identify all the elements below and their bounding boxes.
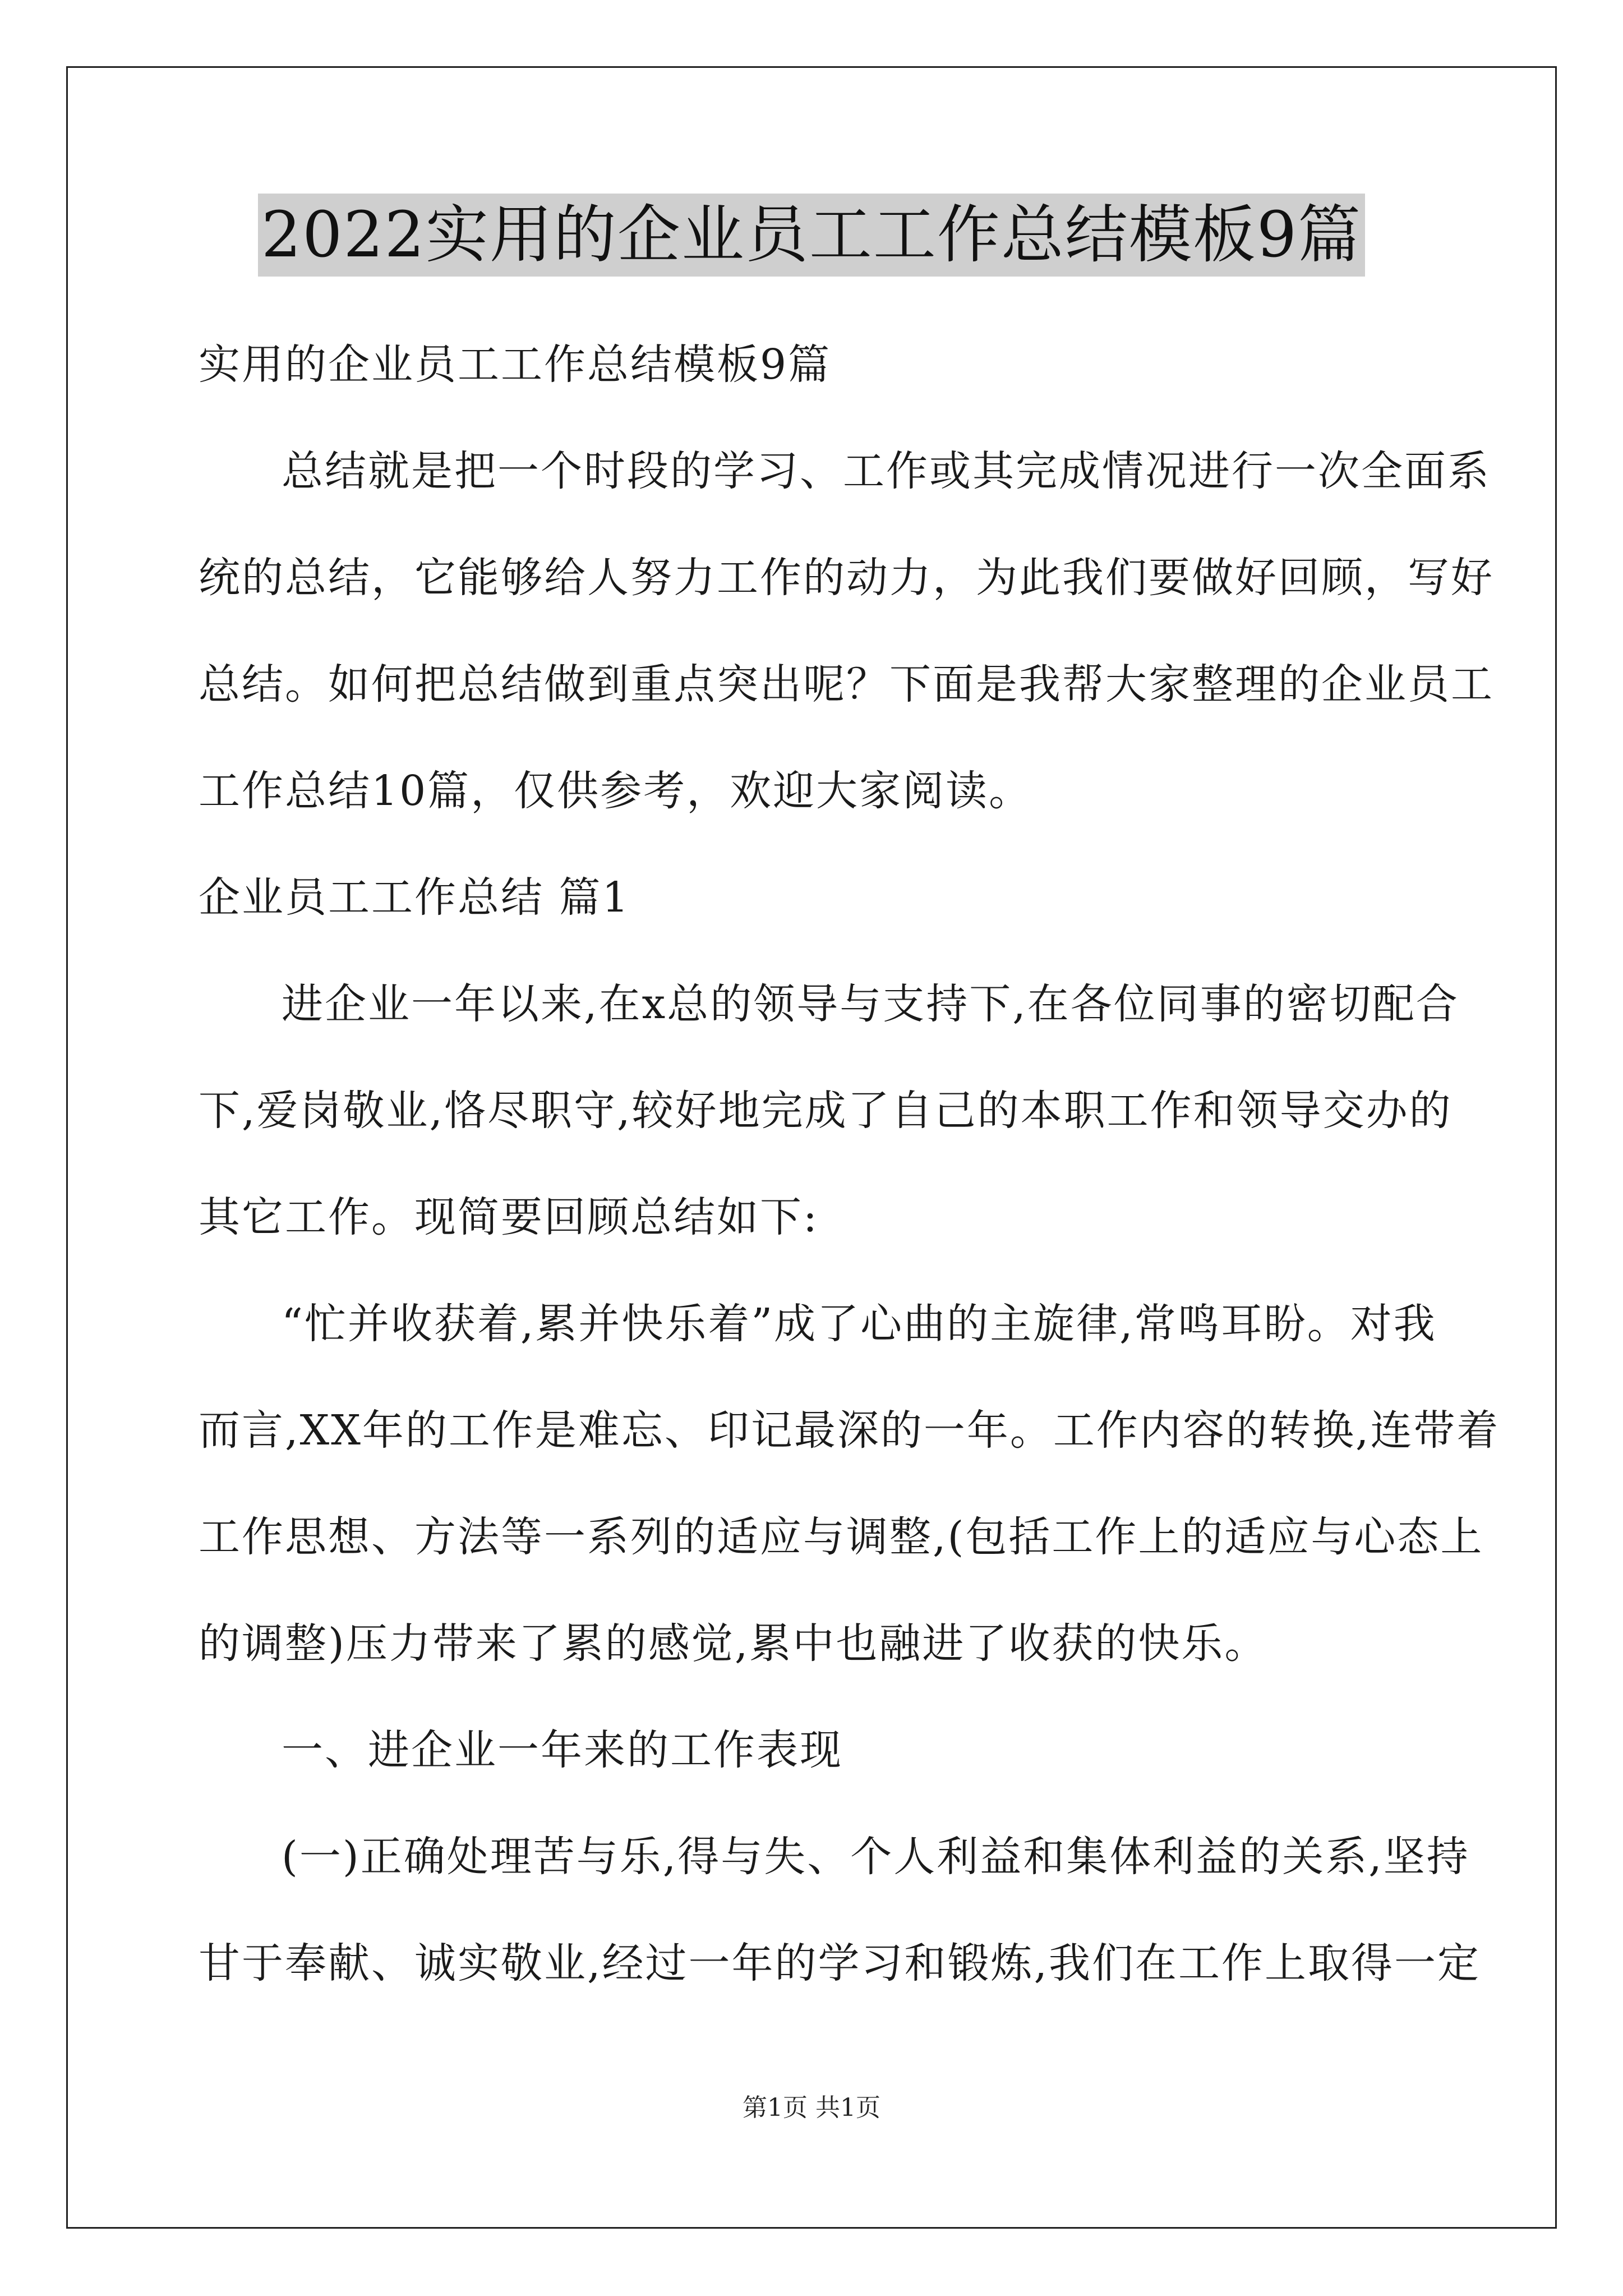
para1-line-1: 进企业一年以来,在x总的领导与支持下,在各位同事的密切配合 xyxy=(282,980,1459,1028)
para2-line-2: 而言,XX年的工作是难忘、印记最深的一年。工作内容的转换,连带着 xyxy=(199,1406,1500,1455)
intro-line-1: 总结就是把一个时段的学习、工作或其完成情况进行一次全面系 xyxy=(282,447,1491,495)
subsection-heading: 一、进企业一年来的工作表现 xyxy=(282,1726,843,1774)
para2-line-1: “忙并收获着,累并快乐着”成了心曲的主旋律,常鸣耳盼。对我 xyxy=(282,1300,1437,1348)
para1-line-3: 其它工作。现简要回顾总结如下: xyxy=(199,1193,819,1241)
para3-line-2: 甘于奉献、诚实敬业,经过一年的学习和锻炼,我们在工作上取得一定 xyxy=(199,1939,1481,1987)
para1-line-2: 下,爱岗敬业,恪尽职守,较好地完成了自己的本职工作和领导交办的 xyxy=(199,1087,1453,1135)
para2-line-3: 工作思想、方法等一系列的适应与调整,(包括工作上的适应与心态上 xyxy=(199,1513,1484,1561)
document-body xyxy=(199,311,1500,2017)
intro-line-3: 总结。如何把总结做到重点突出呢？下面是我帮大家整理的企业员工 xyxy=(199,660,1494,708)
para3-line-1: (一)正确处理苦与乐,得与失、个人利益和集体利益的关系,坚持 xyxy=(282,1833,1470,1881)
intro-line-2: 统的总结，它能够给人努力工作的动力，为此我们要做好回顾，写好 xyxy=(199,554,1494,602)
para2-line-4: 的调整)压力带来了累的感觉,累中也融进了收获的快乐。 xyxy=(199,1619,1268,1668)
subtitle-line: 实用的企业员工工作总结模板9篇 xyxy=(199,341,832,389)
page-footer: 第1页 共1页 xyxy=(743,2093,880,2122)
document-title: 2022实用的企业员工工作总结模板9篇 xyxy=(258,194,1365,277)
intro-line-4: 工作总结10篇，仅供参考，欢迎大家阅读。 xyxy=(199,767,1032,815)
title-container xyxy=(0,194,1623,277)
section-heading-1: 企业员工工作总结 篇1 xyxy=(199,873,630,922)
